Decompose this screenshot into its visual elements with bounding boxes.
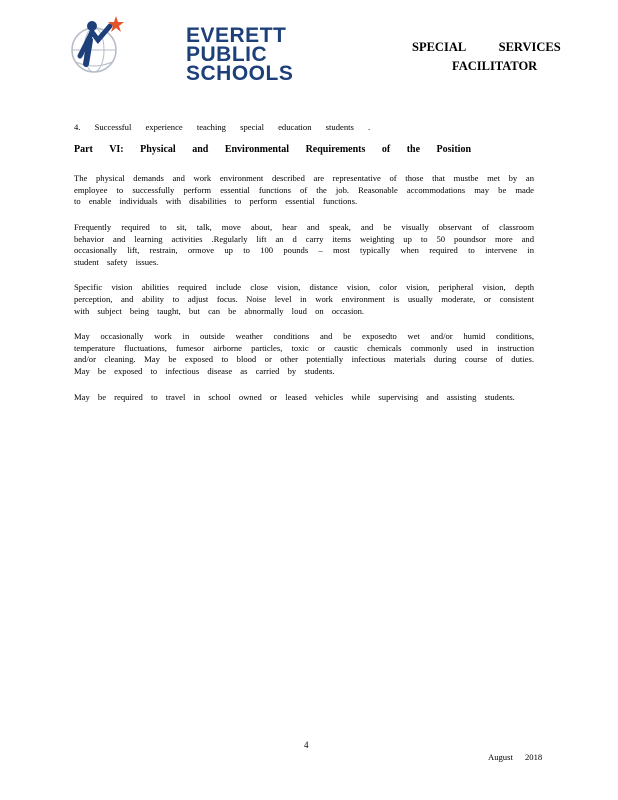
logo-line-3: SCHOOLS — [186, 62, 294, 85]
document-body — [74, 122, 534, 417]
paragraph: Frequently required to sit, talk, move about, hear and speak, and be visually observant of classroom behavior and learning activities .Regularly lift an d carry items weighting up to 50 poundsor more and occasionally lift, restrain, ormove up to 100 pounds – most typically when required to intervene in student safety issues. — [74, 221, 534, 267]
title-line-1: SPECIAL SERVICES — [412, 40, 561, 54]
logo-emblem-icon — [66, 10, 126, 80]
paragraph: May occasionally work in outside weather conditions and be exposedto wet and/or humid conditions, temperature fluctuations, fumesor airborne particles, toxic or caustic chemicals commonly used in instruction and/or cleaning. May be exposed to blood or other potentially infectious materials during course of duties. May be exposed to infectious disease as carried by students. — [74, 331, 534, 376]
logo-line-2: PUBLIC — [186, 43, 268, 66]
paragraph: Specific vision abilities required include close vision, distance vision, color vision, peripheral vision, depth perception, and ability to adjust focus. Noise level in work environment is usually moderate, or consistent with subject being taught, but can be abnormally loud on occasion. — [74, 282, 534, 316]
paragraph: May be required to travel in school owned or leased vehicles while supervising and assisting students. — [74, 391, 515, 402]
section-heading: Part VI: Physical and Environmental Requirements of the Position — [74, 143, 472, 155]
logo-text — [186, 26, 293, 83]
footer-date: August 2018 — [488, 752, 543, 762]
title-line-2: FACILITATOR — [452, 59, 538, 73]
qualification-item-4: 4. Successful experience teaching special education students . — [74, 122, 371, 132]
school-logo — [66, 10, 294, 86]
document-title — [412, 38, 561, 76]
paragraph: The physical demands and work environment described are representative of those that mustbe met by an employee to successfully perform essential functions of the job. Reasonable accommodations may be made to enable individuals with disabilities to perform essential functions. — [74, 173, 534, 207]
logo-line-1: EVERETT — [186, 24, 287, 47]
page-number: 4 — [304, 740, 309, 750]
